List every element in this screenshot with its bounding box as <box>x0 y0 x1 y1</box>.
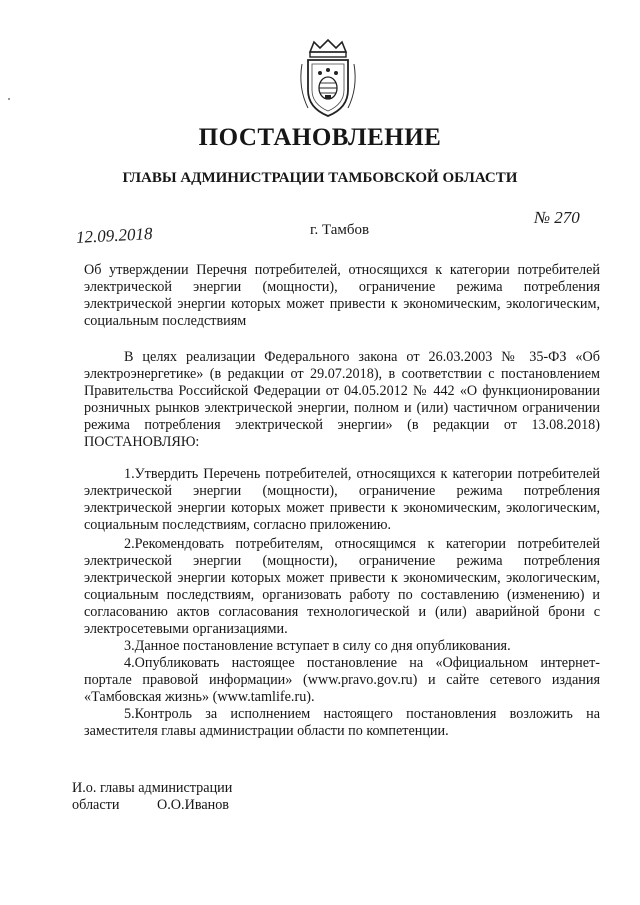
document-preamble: В целях реализации Федерального закона от 26.03.2003 № 35-ФЗ «Об электроэнергетике» (в редакции от 29.07.2018), в соответствии с постановлением Правительства Российской Федерации от 04.05.2012 № 442 «О функционировании розничных рынков электрической энергии, полном и (или) частичном ограничении режима потребления электрической энергии» (в редакции от 13.08.2018) ПОСТАНОВЛЯЮ: <box>84 349 600 450</box>
document-subject: Об утверждении Перечня потребителей, относящихся к категории потребителей электрической энергии (мощности), ограничение режима потребления электрической энергии которых может привести к экономическим, экологическим, социальным последствиям <box>84 262 600 329</box>
resolution-items <box>84 466 600 740</box>
document-number: № 270 <box>534 208 580 227</box>
document-title: ПОСТАНОВЛЕНИЕ <box>198 124 442 151</box>
list-item: 1.Утвердить Перечень потребителей, относящихся к категории потребителей электрической энергии (мощности), ограничение режима потребления электрической энергии которых может привести к экономическим, экологическим, социальным последствиям, согласно приложению. <box>84 466 600 533</box>
list-item: 4.Опубликовать настоящее постановление на «Официальном интернет-портале правовой информации» (www.pravo.gov.ru) и сайте сетевого издания «Тамбовская жизнь» (www.tamlife.ru). <box>84 655 600 705</box>
list-item: 3.Данное постановление вступает в силу со дня опубликования. <box>124 638 511 654</box>
signatory-name: О.О.Иванов <box>156 797 230 813</box>
list-item: 2.Рекомендовать потребителям, относящимся к категории потребителей электрической энергии (мощности), ограничение режима потребления электрической энергии которых может привести к экономическим, экологическим, социальным последствиям, организовать работу по составлению (изменению) и согласованию актов согласования технологической и (или) аварийной брони с электросетевыми организациями. <box>84 536 600 637</box>
coat-of-arms-icon <box>296 38 360 122</box>
signatory-position-cont: области <box>72 797 120 813</box>
list-item: 5.Контроль за исполнением настоящего постановления возложить на заместителя главы администрации области по компетенции. <box>84 706 600 739</box>
document-city: г. Тамбов <box>310 222 370 238</box>
signature-block <box>72 780 232 814</box>
signatory-position: И.о. главы администрации <box>72 780 233 796</box>
issuing-authority: ГЛАВЫ АДМИНИСТРАЦИИ ТАМБОВСКОЙ ОБЛАСТИ <box>122 170 518 186</box>
scan-mark <box>8 98 10 100</box>
document-date: 12.09.2018 <box>75 224 153 247</box>
